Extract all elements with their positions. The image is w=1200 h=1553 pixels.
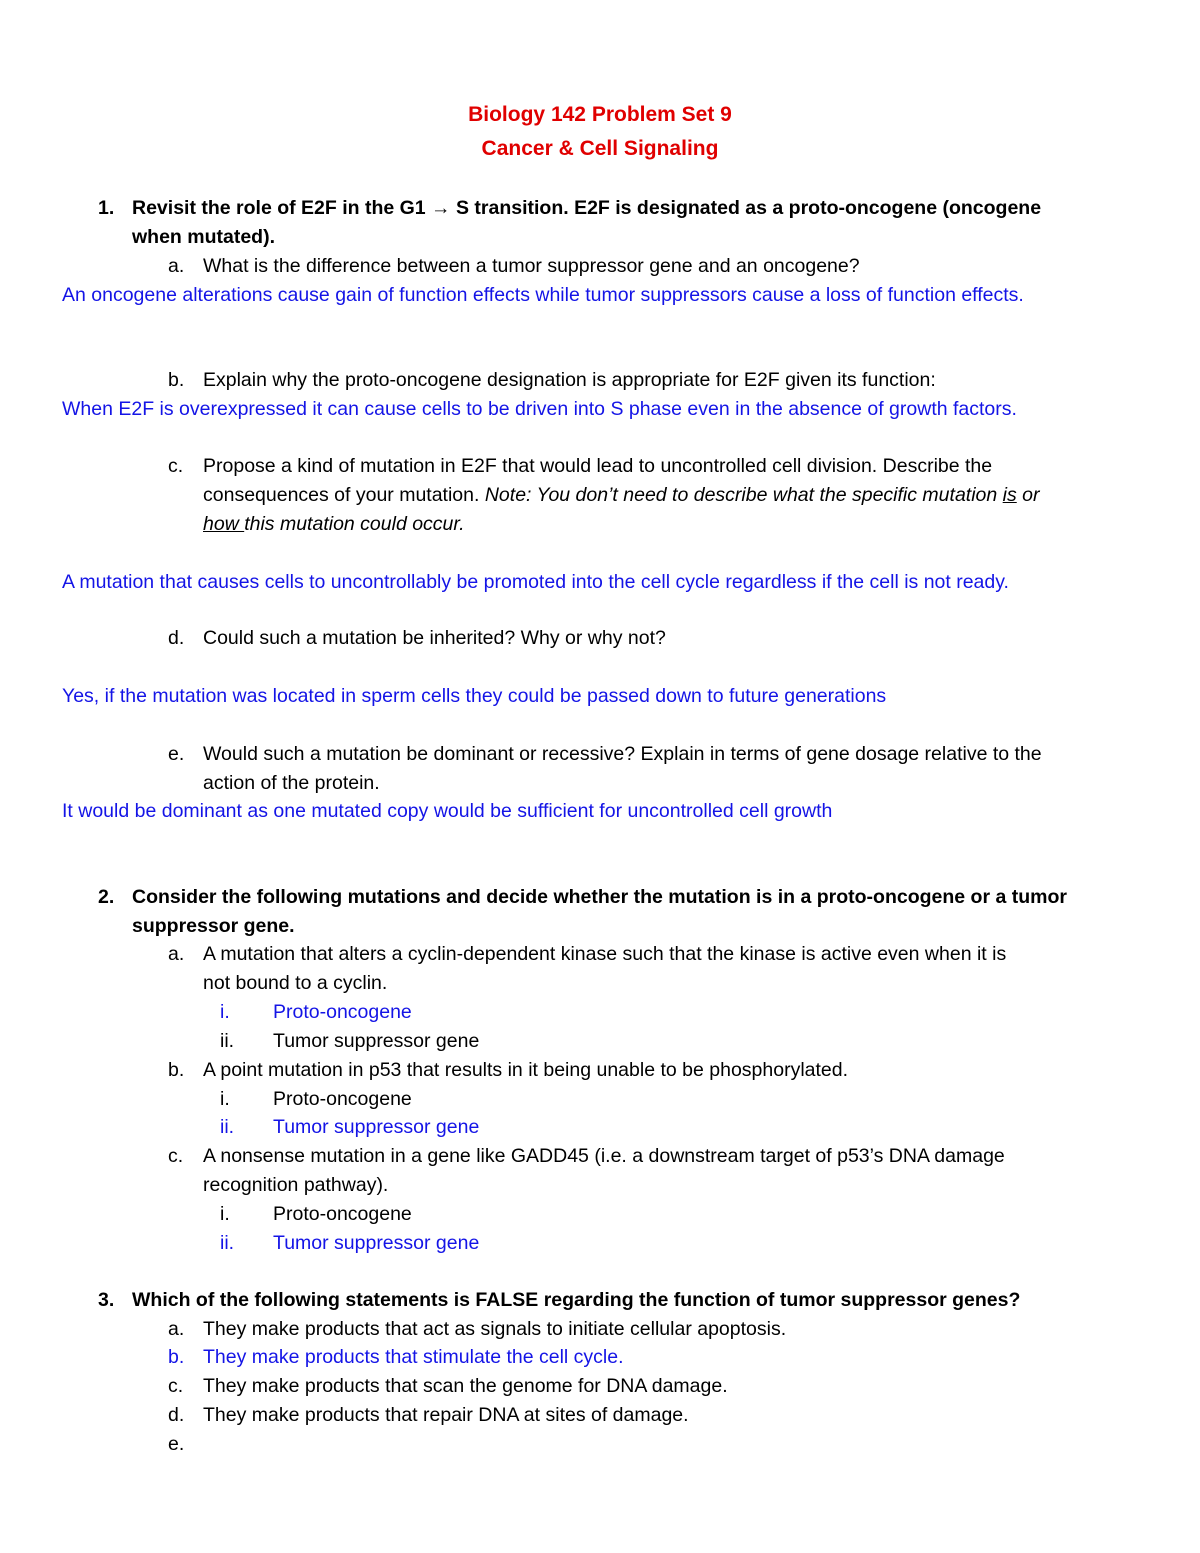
option-selected: Proto-oncogene <box>273 1001 412 1023</box>
note-underline-is: is <box>1002 484 1017 506</box>
sub-question-text-part: consequences of your mutation. <box>203 484 485 506</box>
question-number: 1. <box>98 197 115 219</box>
sub-letter: c. <box>168 1375 184 1397</box>
page-subtitle: Cancer & Cell Signaling <box>481 137 719 160</box>
note-text <box>485 484 1040 506</box>
sub-question-text: What is the difference between a tumor suppressor gene and an oncogene? <box>203 255 860 277</box>
question-number: 2. <box>98 886 115 908</box>
answer-text: Yes, if the mutation was located in sperm cells they could be passed down to future generations <box>62 685 887 707</box>
sub-question-text: A point mutation in p53 that results in it being unable to be phosphorylated. <box>203 1059 849 1081</box>
sub-question-text: Would such a mutation be dominant or recessive? Explain in terms of gene dosage relative to the <box>203 743 1042 765</box>
sub-question-text: A nonsense mutation in a gene like GADD45 (i.e. a downstream target of p53’s DNA damage <box>203 1145 1005 1167</box>
option-number: i. <box>220 1001 230 1023</box>
question-text-line1: Revisit the role of E2F in the G1 → S transition. E2F is designated as a proto-oncogene (oncogene <box>132 197 1042 219</box>
answer-text: A mutation that causes cells to uncontrollably be promoted into the cell cycle regardless if the cell is not ready. <box>62 571 1009 593</box>
option-number: ii. <box>220 1116 235 1138</box>
option: Proto-oncogene <box>273 1203 412 1225</box>
answer-text: It would be dominant as one mutated copy would be sufficient for uncontrolled cell growth <box>62 800 833 822</box>
sub-letter: d. <box>168 1404 185 1426</box>
option: Proto-oncogene <box>273 1088 412 1110</box>
note-part: this mutation could occur. <box>244 513 465 535</box>
answer-text: An oncogene alterations cause gain of function effects while tumor suppressors cause a loss of function effects. <box>62 284 1024 306</box>
sub-question-text-line2 <box>203 484 1040 507</box>
question-text-line1: Consider the following mutations and decide whether the mutation is in a proto-oncogene or a tumor <box>132 886 1067 908</box>
note-line3 <box>203 513 465 536</box>
sub-letter: d. <box>168 627 185 649</box>
option-number: ii. <box>220 1232 235 1254</box>
sub-letter: a. <box>168 943 185 965</box>
page-title: Biology 142 Problem Set 9 <box>468 103 732 126</box>
option-number: ii. <box>220 1030 235 1052</box>
sub-letter: a. <box>168 255 185 277</box>
sub-letter: e. <box>168 1433 185 1455</box>
question-text: Which of the following statements is FALSE regarding the function of tumor suppressor genes? <box>132 1289 1021 1311</box>
choice-text: They make products that scan the genome for DNA damage. <box>203 1375 728 1397</box>
sub-letter: c. <box>168 1145 184 1167</box>
sub-letter: a. <box>168 1318 185 1340</box>
sub-letter: c. <box>168 455 184 477</box>
note-part: Note: You don’t need to describe what the specific mutation <box>484 484 1003 506</box>
option-selected: Tumor suppressor gene <box>273 1116 480 1138</box>
sub-question-text: Explain why the proto-oncogene designation is appropriate for E2F given its function: <box>203 369 936 391</box>
sub-question-text-line2: not bound to a cyclin. <box>203 972 388 994</box>
sub-question-text-line2: action of the protein. <box>203 772 380 794</box>
sub-question-text-line2: recognition pathway). <box>203 1174 389 1196</box>
sub-question-text: A mutation that alters a cyclin-dependent kinase such that the kinase is active even when it is <box>203 943 1007 965</box>
option-number: i. <box>220 1088 230 1110</box>
choice-text: They make products that act as signals to initiate cellular apoptosis. <box>203 1318 787 1340</box>
option-selected: Tumor suppressor gene <box>273 1232 480 1254</box>
answer-text: When E2F is overexpressed it can cause cells to be driven into S phase even in the absence of growth factors. <box>62 398 1017 420</box>
note-part: or <box>1016 484 1040 506</box>
note-underline-how: how <box>203 513 245 535</box>
option: Tumor suppressor gene <box>273 1030 480 1052</box>
question-text-line2: suppressor gene. <box>132 915 295 937</box>
sub-question-text: Could such a mutation be inherited? Why or why not? <box>203 627 666 649</box>
choice-text: They make products that repair DNA at sites of damage. <box>203 1404 689 1426</box>
question-text-line2: when mutated). <box>132 226 276 248</box>
sub-letter: e. <box>168 743 185 765</box>
sub-question-text: Propose a kind of mutation in E2F that would lead to uncontrolled cell division. Describe the <box>203 455 993 477</box>
option-number: i. <box>220 1203 230 1225</box>
sub-letter: b. <box>168 1346 185 1368</box>
sub-letter: b. <box>168 369 185 391</box>
sub-letter: b. <box>168 1059 185 1081</box>
question-number: 3. <box>98 1289 115 1311</box>
choice-selected: They make products that stimulate the cell cycle. <box>203 1346 624 1368</box>
